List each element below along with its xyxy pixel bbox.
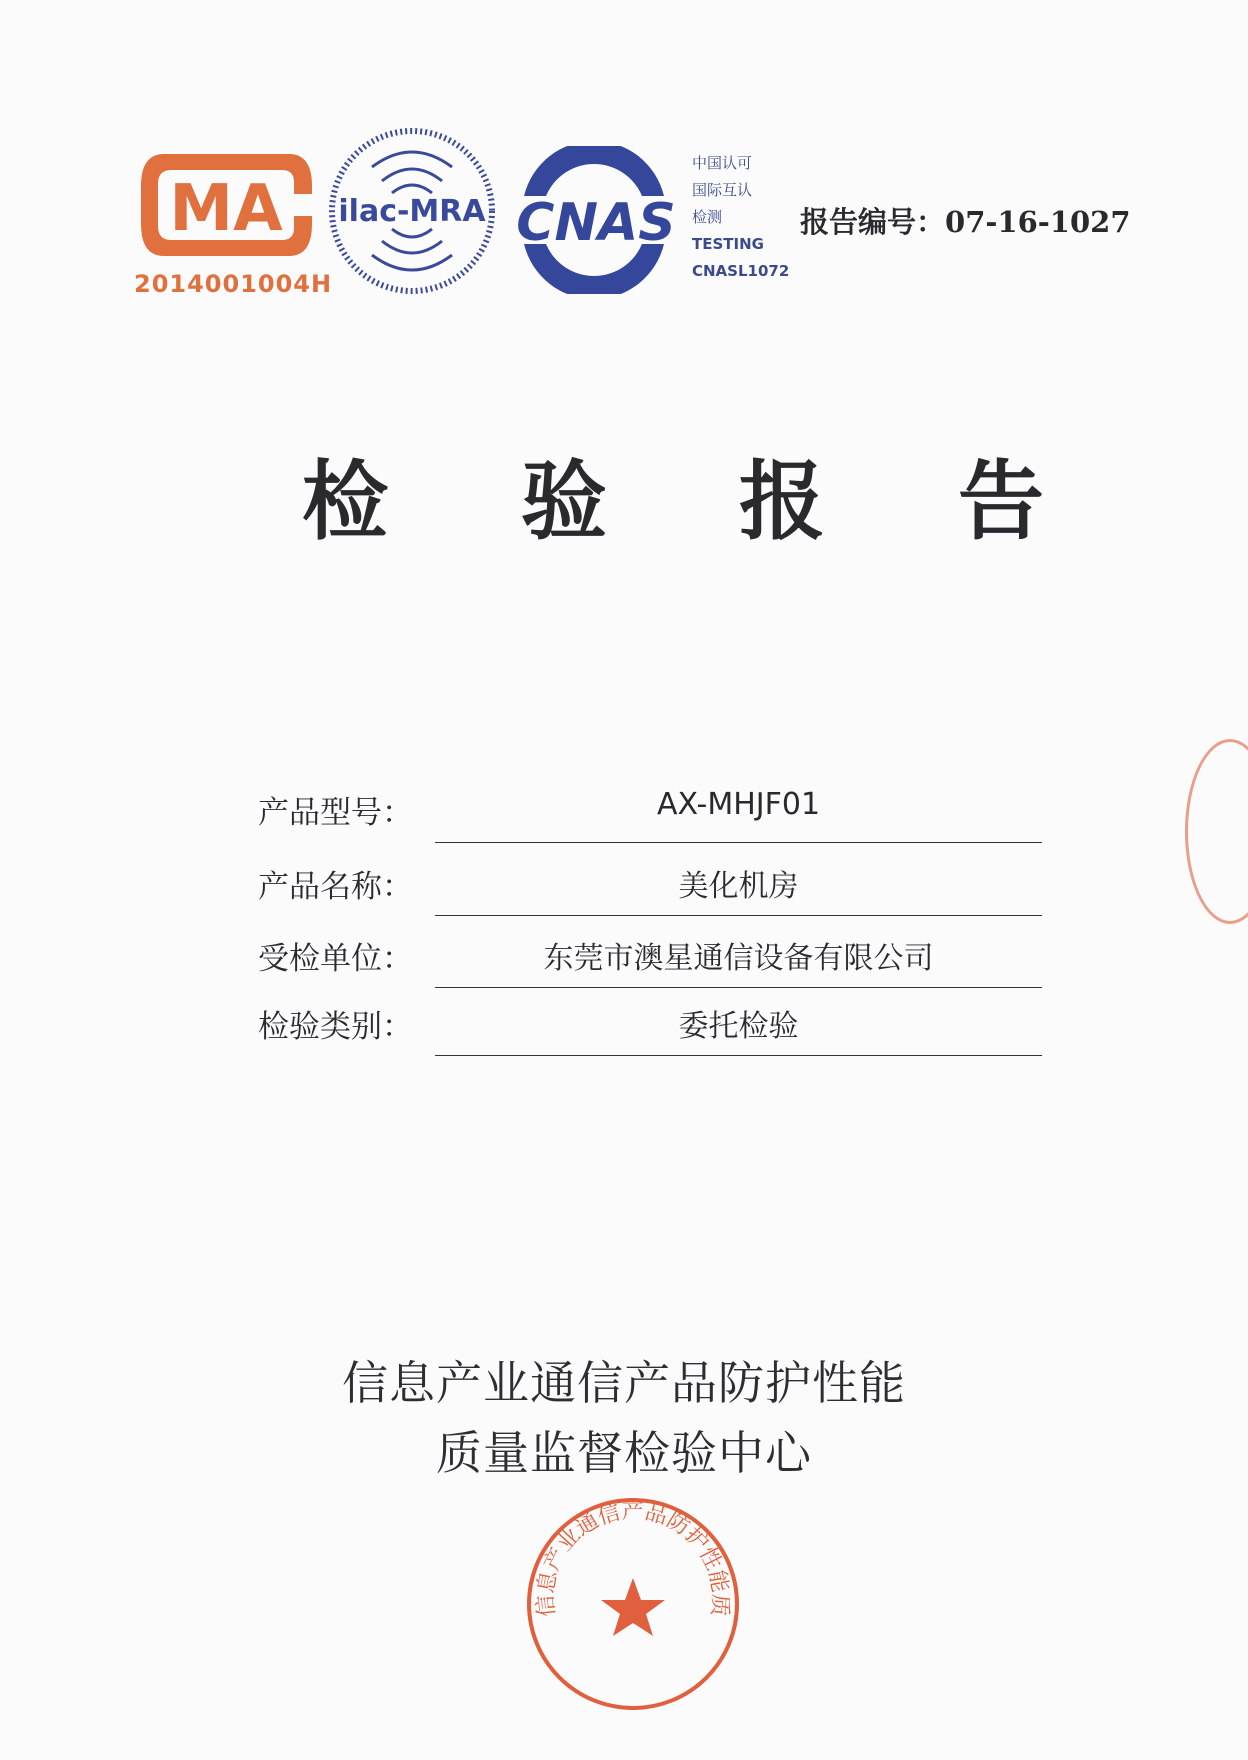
official-stamp [525,1496,741,1712]
field-underline [435,915,1042,916]
title-char: 验 [521,451,607,552]
stamp-text: 信息产业通信产品防护性能质 [533,1499,733,1618]
issuer-line-2: 质量监督检验中心 [436,1426,812,1480]
title-char: 报 [739,451,825,552]
cnas-line: 中国认可 [692,154,753,172]
cnas-line: 国际互认 [692,181,753,199]
field-label-product-name: 产品名称： [258,869,413,905]
field-label-test-type: 检验类别： [258,1009,413,1045]
field-value-test-type: 委托检验 [678,1009,799,1044]
field-value-product-name: 美化机房 [678,869,799,904]
cnas-accreditation-text [692,150,789,285]
report-number-value: 07-16-1027 [945,205,1131,239]
cnas-line: TESTING [692,235,764,253]
cma-number: 2014001004H [134,270,333,298]
cnas-line: CNASL1072 [692,262,790,280]
stamp-star-icon [601,1578,665,1636]
field-underline [435,987,1042,988]
title-char: 告 [958,451,1044,552]
issuer-line-1: 信息产业通信产品防护性能 [342,1356,906,1410]
cnas-logo-text: CNAS [516,193,676,253]
ilac-mra-logo [328,127,496,295]
field-underline [435,1055,1042,1056]
cma-logo [134,146,319,264]
field-value-model: AX-MHJF01 [656,787,821,822]
report-number [800,200,1131,241]
cnas-line: 检测 [692,208,723,226]
cma-logo-text: MA [169,172,283,246]
field-value-client: 东莞市澳星通信设备有限公司 [543,941,934,976]
ilac-logo-text: ilac-MRA [338,194,486,229]
cnas-logo [504,146,689,294]
field-underline [435,842,1042,843]
field-label-model: 产品型号： [258,795,413,831]
title-char: 检 [302,451,388,552]
field-label-client: 受检单位： [258,941,413,977]
edge-stamp-fragment [1185,739,1248,924]
report-number-label: 报告编号： [800,205,946,239]
